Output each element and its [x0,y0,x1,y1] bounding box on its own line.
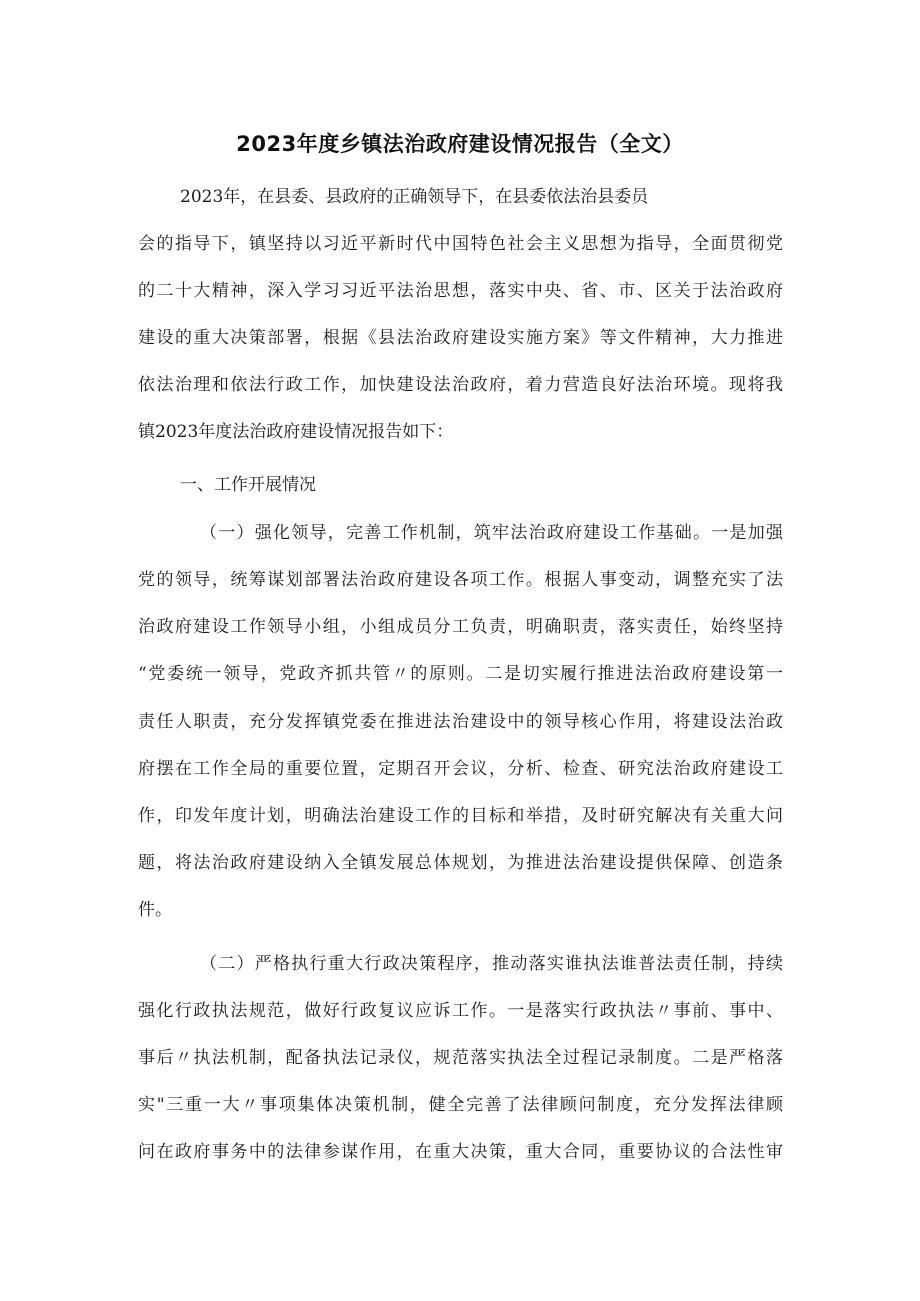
paragraph-line: 问在政府事务中的法律参谋作用，在重大决策，重大合同，重要协议的合法性审 [138,1142,783,1162]
paragraph-line: 建设的重大决策部署，根据《县法治政府建设实施方案》等文件精神，大力推进 [138,328,783,348]
paragraph-line: 实"三重一大〃事项集体决策机制，健全完善了法律顾问制度，充分发挥法律顾 [138,1095,783,1115]
document-title: 2023年度乡镇法治政府建设情况报告（全文） [236,132,684,156]
paragraph-line: （一）强化领导，完善工作机制，筑牢法治政府建设工作基础。一是加强 [200,523,783,543]
paragraph-line: 题，将法治政府建设纳入全镇发展总体规划，为推进法治建设提供保障、创造条 [138,853,783,873]
paragraph-line: 治政府建设工作领导小组，小组成员分工负责，明确职责，落实责任，始终坚持 [138,617,783,637]
paragraph-line: 件。 [138,900,172,920]
paragraph-line: 党的领导，统筹谋划部署法治政府建设各项工作。根据人事变动，调整充实了法 [138,570,783,590]
paragraph-line: 强化行政执法规范，做好行政复议应诉工作。一是落实行政执法〃事前、事中、 [138,1001,783,1021]
paragraph-line: 作，印发年度计划，明确法治建设工作的目标和举措，及时研究解决有关重大问 [138,806,783,826]
paragraph-line: （二）严格执行重大行政决策程序，推动落实谁执法谁普法责任制，持续 [200,954,783,974]
paragraph-line: “党委统一领导，党政齐抓共管〃的原则。二是切实履行推进法治政府建设第一 [138,664,783,684]
paragraph-line: 事后〃执法机制，配备执法记录仪，规范落实执法全过程记录制度。二是严格落 [138,1048,783,1068]
paragraph-line: 的二十大精神，深入学习习近平法治思想，落实中央、省、市、区关于法治政府 [138,281,783,301]
paragraph-line: 2023年，在县委、县政府的正确领导下，在县委依法治县委员 [180,187,649,207]
paragraph-line: 镇2023年度法治政府建设情况报告如下： [138,422,454,442]
paragraph-line: 责任人职责，充分发挥镇党委在推进法治建设中的领导核心作用，将建设法治政 [138,712,783,732]
paragraph-line: 府摆在工作全局的重要位置，定期召开会议，分析、检查、研究法治政府建设工 [138,759,783,779]
section-heading: 一、工作开展情况 [180,475,316,495]
paragraph-line: 会的指导下，镇坚持以习近平新时代中国特色社会主义思想为指导，全面贯彻党 [138,234,783,254]
paragraph-line: 依法治理和依法行政工作，加快建设法治政府，着力营造良好法治环境。现将我 [138,375,783,395]
